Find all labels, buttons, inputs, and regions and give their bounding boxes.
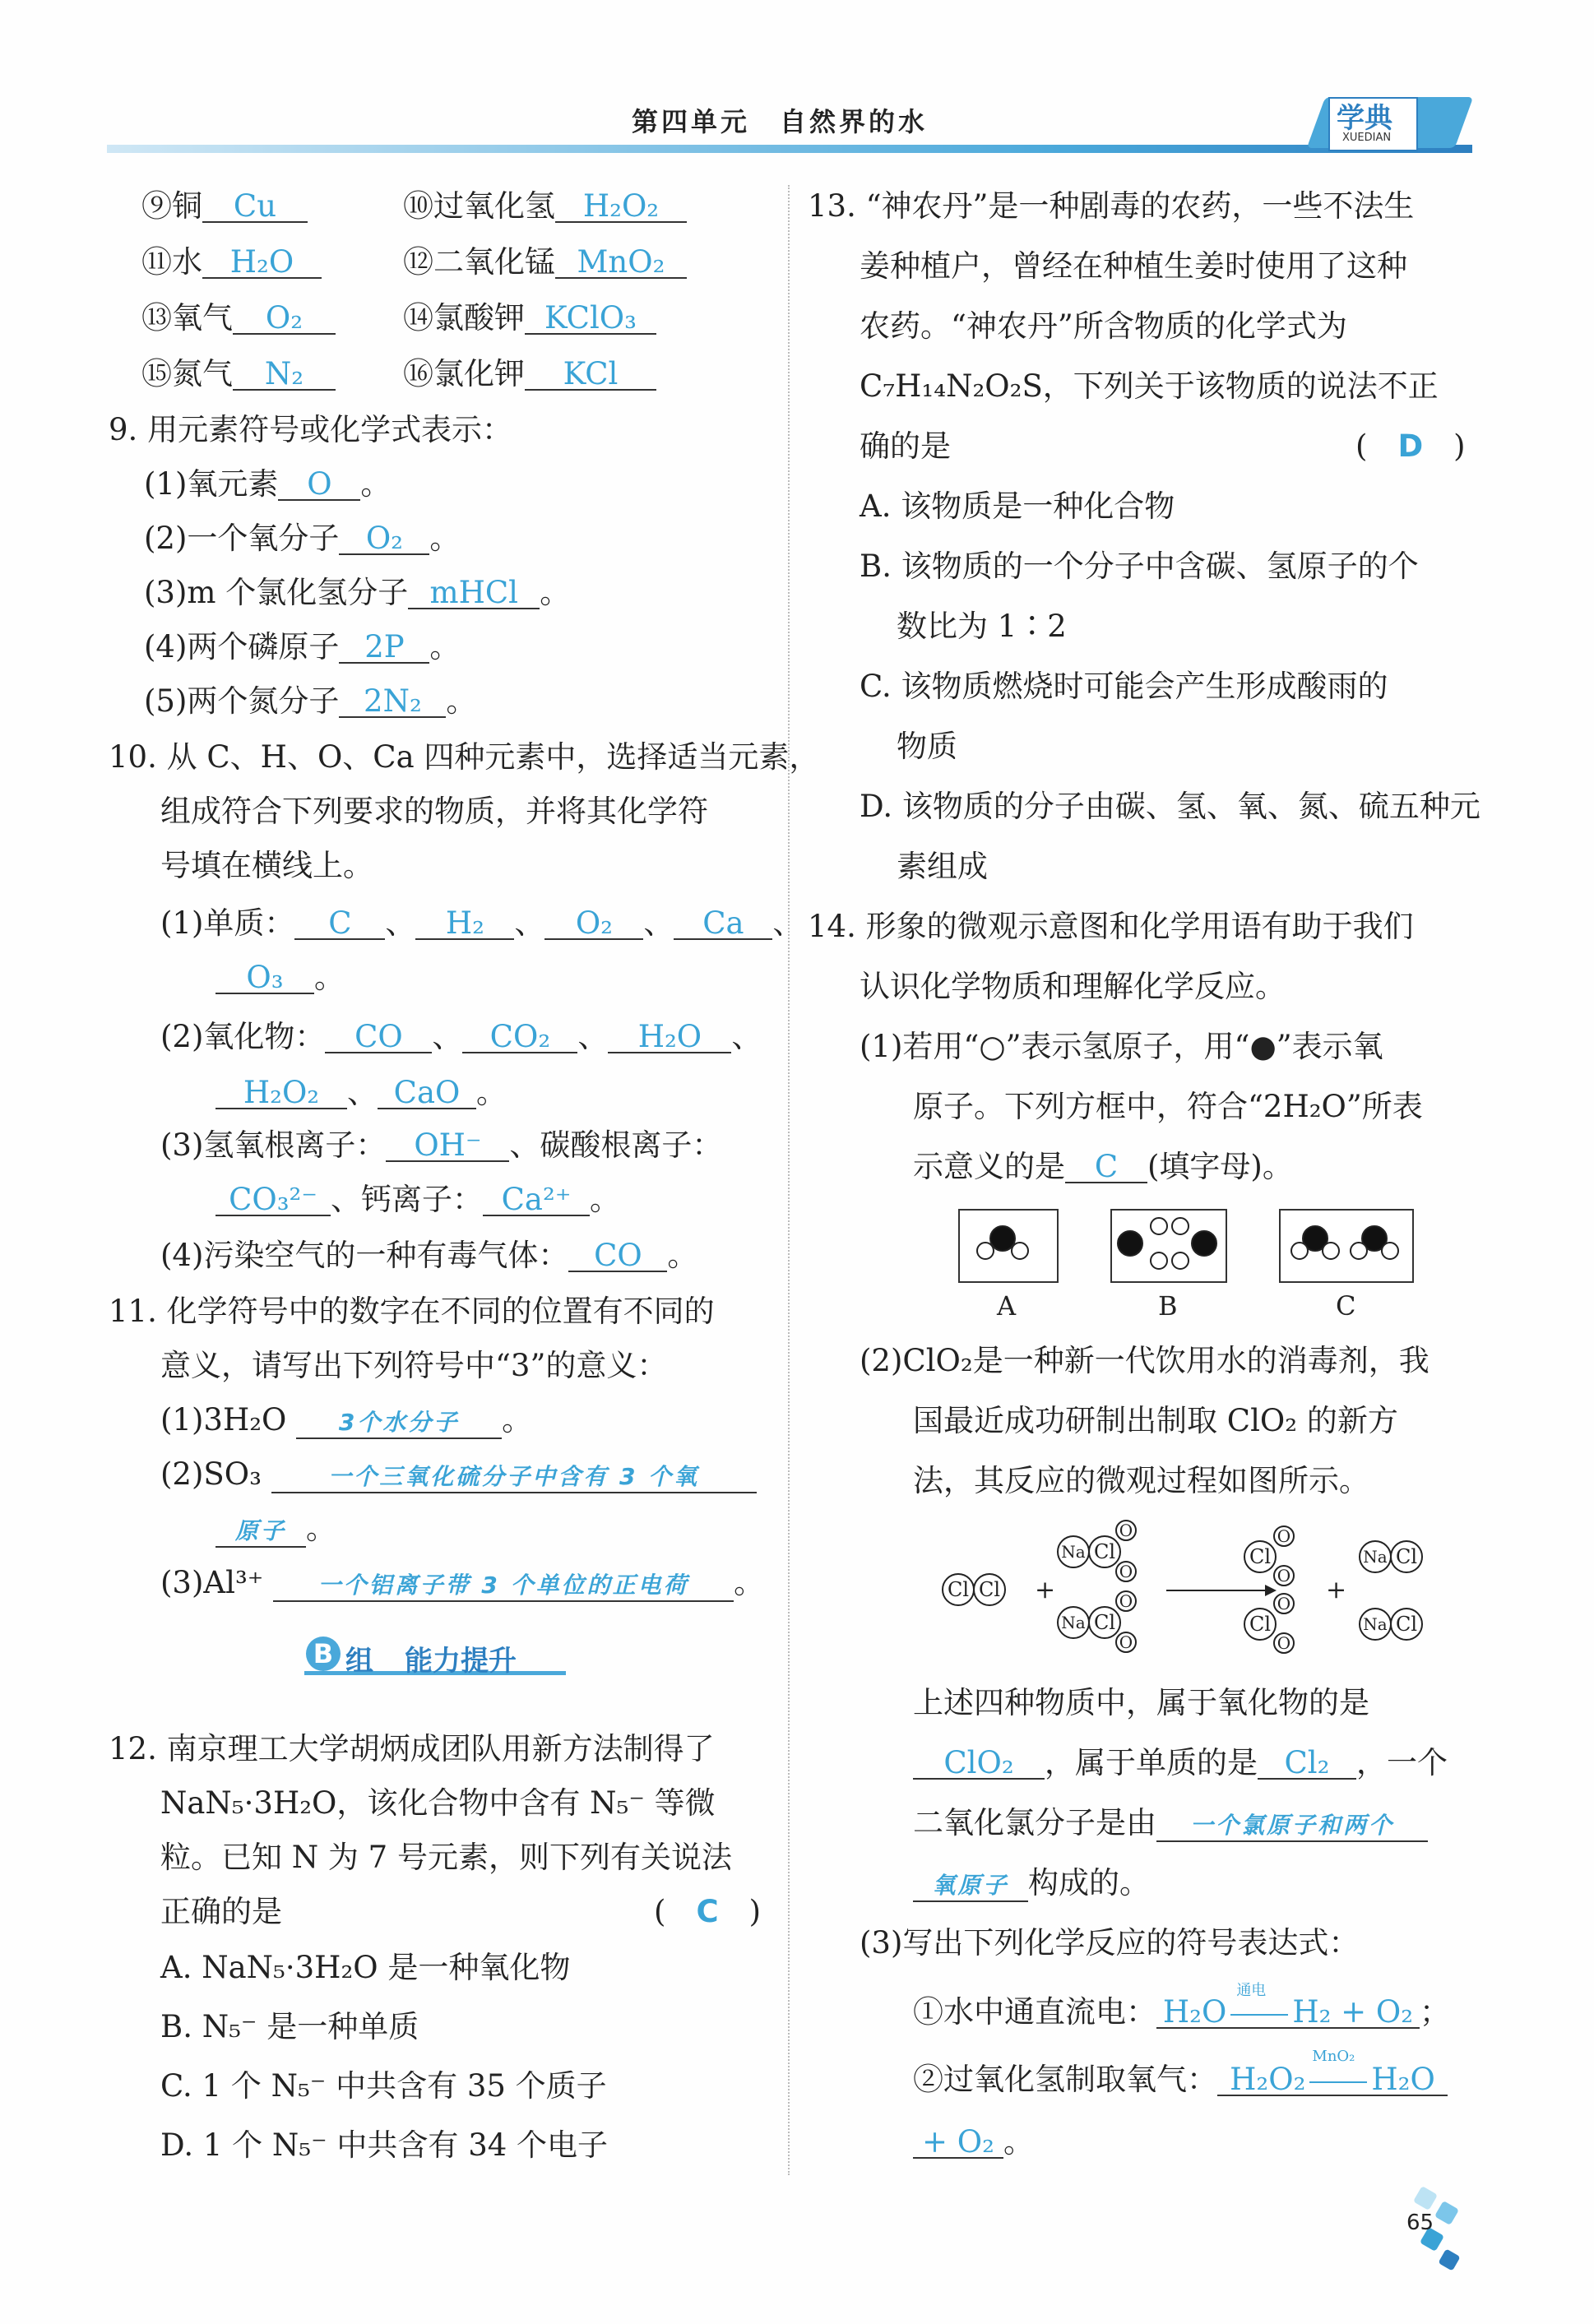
box-label: A <box>997 1290 1017 1322</box>
q14-stem: 认识化学物质和理解化学反应。 <box>860 969 1286 1004</box>
q14-part2-q: 上述四种物质中，属于氧化物的是 <box>913 1685 1369 1720</box>
o-atom: O <box>1115 1561 1137 1582</box>
q12-stem: 12. 南京理工大学胡炳成团队用新方法制得了 <box>109 1731 715 1766</box>
section-b-badge: B <box>306 1637 341 1671</box>
q10-part2: (2)氧化物： CO 、 CO₂ 、 H₂O 、 <box>160 1019 762 1054</box>
q11-part3: (3)Al³⁺ 一个铝离子带 3 个单位的正电荷 。 <box>160 1565 765 1600</box>
section-b-group: 组 <box>345 1645 373 1678</box>
q9-item: (4)两个磷原子 2P 。 <box>144 629 461 664</box>
o-atom: O <box>1115 1632 1137 1653</box>
q13-stem: C₇H₁₄N₂O₂S，下列关于该物质的说法不正 <box>860 368 1439 404</box>
na-atom: Na <box>1359 1540 1392 1573</box>
q13-stem: 确的是 <box>860 428 951 464</box>
q10-part2-cont: H₂O₂ 、 CaO 。 <box>215 1077 507 1109</box>
q12-stem: 正确的是 <box>160 1894 282 1929</box>
q10-part3: (3)氢氧根离子： OH⁻ 、碳酸根离子： <box>160 1127 723 1163</box>
q8-item: ⑯氯化钾 KCl <box>403 359 656 391</box>
hydrogen-atom <box>1322 1242 1340 1260</box>
hydrogen-atom <box>1150 1217 1168 1235</box>
box-c <box>1279 1209 1414 1283</box>
q14-part2-q: 二氧化氯分子是由 一个氯原子和两个 <box>913 1808 1428 1842</box>
brand-en: XUEDIAN <box>1342 132 1392 144</box>
q8-item: ⑮氮气 N₂ <box>141 359 336 391</box>
cl-atom: Cl <box>1088 1535 1121 1568</box>
q9-item: (1)氧元素 O 。 <box>144 466 392 502</box>
q8-item: ⑭氯酸钾 KClO₃ <box>403 303 656 335</box>
q12-stem: 粒。已知 N 为 7 号元素，则下列有关说法 <box>160 1840 732 1875</box>
hydrogen-atom <box>1290 1242 1309 1260</box>
q12-option: C. 1 个 N₅⁻ 中共含有 35 个质子 <box>160 2068 607 2104</box>
plus-sign: + <box>1035 1576 1056 1604</box>
q13-option-cont: 数比为 1∶2 <box>897 609 1067 644</box>
page-number: 65 <box>1406 2211 1434 2235</box>
q13-stem: 13. “神农丹”是一种剧毒的农药，一些不法生 <box>808 188 1415 224</box>
hexagon-decor <box>1438 2248 1460 2271</box>
q10-part4: (4)污染空气的一种有毒气体： CO 。 <box>160 1238 698 1273</box>
q9-item: (3)m 个氯化氢分子 mHCl 。 <box>144 575 571 610</box>
oxygen-atom <box>1191 1230 1217 1257</box>
q14-part3: (3)写出下列化学反应的符号表达式： <box>860 1925 1360 1961</box>
q14-part2-cont: 法，其反应的微观过程如图所示。 <box>913 1463 1369 1498</box>
box-label: C <box>1336 1290 1356 1322</box>
q9-stem: 9. 用元素符号或化学式表示： <box>109 412 513 447</box>
q8-item: ⑨铜 Cu <box>141 191 308 223</box>
q11-stem: 意义，请写出下列符号中“3”的意义： <box>160 1348 668 1383</box>
arrow-head <box>1265 1585 1277 1596</box>
q14-part1: (1)若用“○”表示氢原子，用“●”表示氧 <box>860 1029 1383 1064</box>
hydrogen-atom <box>1150 1252 1168 1270</box>
q14-part2-q: ClO₂ ，属于单质的是 Cl₂ ，一个 <box>913 1748 1448 1780</box>
q13-stem: 姜种植户，曾经在种植生姜时使用了这种 <box>860 248 1407 284</box>
q10-part1: (1)单质： C 、 H₂ 、 O₂ 、 Ca 、 <box>160 905 804 941</box>
q14-part2-q: 氧原子 构成的。 <box>913 1868 1150 1902</box>
cl-atom: Cl <box>1390 1540 1423 1573</box>
q11-part2: (2)SO₃ 一个三氧化硫分子中含有 3 个氧 <box>160 1459 757 1493</box>
hexagon-decor <box>1434 2201 1459 2225</box>
o-atom: O <box>1273 1593 1295 1614</box>
q11-part1: (1)3H₂O 3个水分子 。 <box>160 1402 533 1437</box>
q13-answer-bracket: ( D ) <box>1355 428 1466 464</box>
q12-option: B. N₅⁻ 是一种单质 <box>160 2009 419 2044</box>
column-divider <box>788 185 790 2175</box>
cl-atom: Cl <box>1390 1608 1423 1641</box>
o-atom: O <box>1273 1632 1295 1654</box>
hexagon-decor <box>1413 2186 1438 2211</box>
hydrogen-atom <box>1011 1242 1029 1260</box>
q14-reaction-1: ①水中通直流电： H₂O 通电 H₂ + O₂ ； <box>913 1982 1450 2030</box>
q10-stem: 10. 从 C、H、O、Ca 四种元素中，选择适当元素， <box>109 739 820 775</box>
reaction-arrow <box>1166 1590 1272 1591</box>
q13-option: A. 该物质是一种化合物 <box>860 488 1175 524</box>
q12-option: D. 1 个 N₅⁻ 中共含有 34 个电子 <box>160 2127 609 2163</box>
q8-item: ⑬氧气 O₂ <box>141 303 336 335</box>
o-atom: O <box>1273 1565 1295 1586</box>
q14-reaction-2: ②过氧化氢制取氧气： H₂O₂ MnO₂ H₂O <box>913 2064 1448 2096</box>
na-atom: Na <box>1057 1606 1090 1639</box>
header-band <box>107 145 1472 153</box>
section-b-title: 能力提升 <box>405 1645 517 1678</box>
q10-stem: 号填在横线上。 <box>160 848 373 883</box>
box-a <box>958 1209 1059 1283</box>
cl-atom: Cl <box>973 1573 1006 1606</box>
q13-option: D. 该物质的分子由碳、氢、氧、氮、硫五种元 <box>860 789 1480 824</box>
q10-part3-cont: CO₃²⁻ 、钙离子： Ca²⁺ 。 <box>215 1184 620 1216</box>
q10-part1-cont: O₃ 。 <box>215 962 345 994</box>
q14-part1-cont: 示意义的是 C (填字母)。 <box>913 1149 1293 1184</box>
q12-stem: NaN₅·3H₂O，该化合物中含有 N₅⁻ 等微 <box>160 1785 716 1821</box>
q14-part2: (2)ClO₂是一种新一代饮用水的消毒剂，我 <box>860 1343 1430 1378</box>
q12-answer-bracket: ( C ) <box>654 1894 762 1929</box>
q11-stem: 11. 化学符号中的数字在不同的位置有不同的 <box>109 1294 715 1329</box>
o-atom: O <box>1115 1590 1137 1612</box>
q8-item: ⑫二氧化锰 MnO₂ <box>403 247 687 279</box>
q13-option-cont: 素组成 <box>897 849 988 884</box>
oxygen-atom <box>1117 1230 1143 1257</box>
na-atom: Na <box>1359 1608 1392 1641</box>
o-atom: O <box>1115 1520 1137 1541</box>
q13-option: C. 该物质燃烧时可能会产生形成酸雨的 <box>860 669 1388 704</box>
q10-stem: 组成符合下列要求的物质，并将其化学符 <box>160 794 708 829</box>
q11-part2-cont: 原子 。 <box>215 1513 336 1548</box>
brand-name: 学典 <box>1337 102 1392 135</box>
o-atom: O <box>1273 1525 1295 1547</box>
cl-atom: Cl <box>1244 1540 1277 1573</box>
hydrogen-atom <box>1381 1242 1399 1260</box>
na-atom: Na <box>1057 1535 1090 1568</box>
plus-sign: + <box>1326 1576 1347 1604</box>
q14-part2-cont: 国最近成功研制出制取 ClO₂ 的新方 <box>913 1403 1398 1438</box>
q13-stem: 农药。“神农丹”所含物质的化学式为 <box>860 308 1347 344</box>
cl-atom: Cl <box>1244 1608 1277 1641</box>
q9-item: (5)两个氮分子 2N₂ 。 <box>144 683 477 719</box>
q14-stem: 14. 形象的微观示意图和化学用语有助于我们 <box>808 909 1414 944</box>
q13-option: B. 该物质的一个分子中含碳、氢原子的个 <box>860 549 1419 584</box>
unit-title: 第四单元 自然界的水 <box>632 106 929 137</box>
q14-reaction-2-cont: + O₂ 。 <box>913 2127 1034 2159</box>
q12-option: A. NaN₅·3H₂O 是一种氧化物 <box>160 1950 571 1985</box>
hydrogen-atom <box>1171 1252 1189 1270</box>
q14-part1-cont: 原子。下列方框中，符合“2H₂O”所表 <box>913 1089 1423 1124</box>
q13-option-cont: 物质 <box>897 729 957 764</box>
box-b <box>1110 1209 1227 1283</box>
cl-atom: Cl <box>942 1573 975 1606</box>
q9-item: (2)一个氧分子 O₂ 。 <box>144 521 461 556</box>
hydrogen-atom <box>1171 1217 1189 1235</box>
q8-item: ⑪水 H₂O <box>141 247 322 279</box>
q8-item: ⑩过氧化氢 H₂O₂ <box>403 191 687 223</box>
cl-atom: Cl <box>1088 1606 1121 1639</box>
box-label: B <box>1158 1290 1178 1322</box>
hydrogen-atom <box>1350 1242 1368 1260</box>
hydrogen-atom <box>976 1242 994 1260</box>
